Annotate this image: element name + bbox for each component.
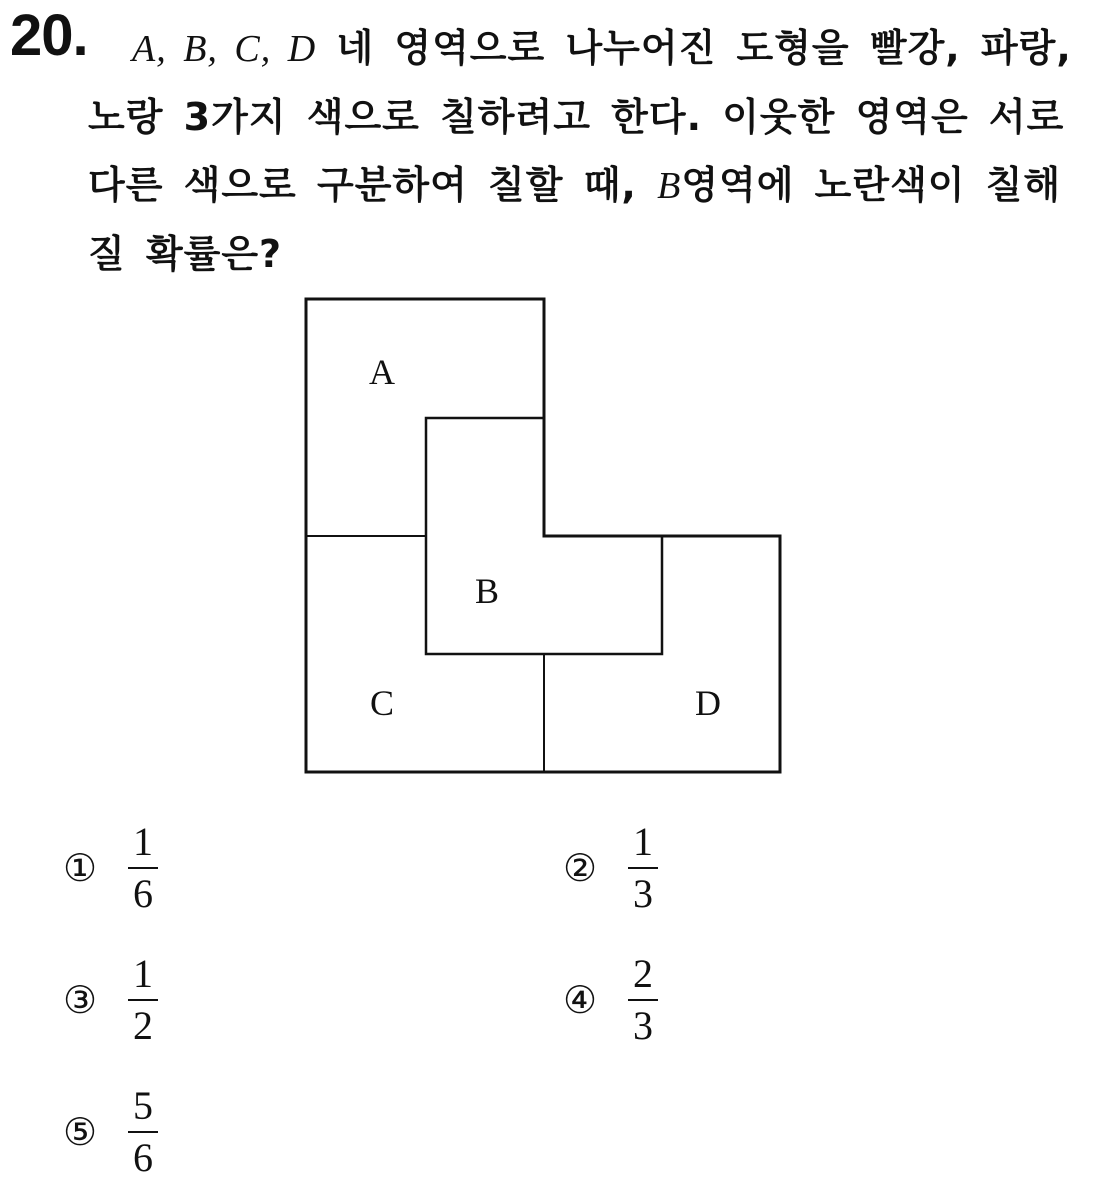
region-variables: A, B, C, D bbox=[132, 28, 317, 70]
choice-5-denominator: 6 bbox=[133, 1135, 153, 1180]
choice-1-mark: ① bbox=[62, 846, 98, 890]
region-label-d: D bbox=[695, 683, 721, 723]
region-b-outline bbox=[426, 418, 662, 654]
choice-4-numerator: 2 bbox=[633, 951, 653, 996]
choice-2[interactable] bbox=[560, 819, 658, 916]
choice-1-numerator: 1 bbox=[133, 819, 153, 864]
choice-1-denominator: 6 bbox=[133, 871, 153, 916]
choice-5[interactable] bbox=[60, 1083, 158, 1180]
question-text-part-1: 네 영역으로 나누어진 도형을 빨강, 파랑, 노랑 3가지 색으로 칠하려고 한다. 이웃한 영역은 서로 다른 색으로 구분하여 칠할 때, bbox=[88, 26, 1072, 207]
region-label-b: B bbox=[474, 571, 500, 611]
choice-3-mark: ③ bbox=[62, 978, 98, 1022]
choice-4[interactable] bbox=[560, 951, 658, 1048]
choice-3-fraction bbox=[128, 951, 158, 1048]
fraction-bar bbox=[128, 999, 158, 1001]
choice-2-fraction bbox=[628, 819, 658, 916]
fraction-bar bbox=[128, 867, 158, 869]
choice-2-denominator: 3 bbox=[633, 871, 653, 916]
choice-2-mark: ② bbox=[562, 846, 598, 890]
choice-3[interactable] bbox=[60, 951, 158, 1048]
choice-2-numerator: 1 bbox=[633, 819, 653, 864]
region-label-a: A bbox=[369, 352, 395, 392]
question-number: 20. bbox=[10, 3, 88, 68]
choice-5-fraction bbox=[128, 1083, 158, 1180]
choice-3-denominator: 2 bbox=[133, 1003, 153, 1048]
choice-5-numerator: 5 bbox=[133, 1083, 153, 1128]
question-text-part-2: 영역에 노란색이 칠해질 확률은? bbox=[88, 163, 1062, 276]
choice-4-mark: ④ bbox=[562, 978, 598, 1022]
choice-1-fraction bbox=[128, 819, 158, 916]
fraction-bar bbox=[128, 1131, 158, 1133]
choice-4-fraction bbox=[628, 951, 658, 1048]
region-label-c: C bbox=[369, 683, 395, 723]
choice-4-denominator: 3 bbox=[633, 1003, 653, 1048]
fraction-bar bbox=[628, 867, 658, 869]
choice-5-mark: ⑤ bbox=[62, 1110, 98, 1154]
choice-1[interactable] bbox=[60, 819, 158, 916]
choice-3-numerator: 1 bbox=[133, 951, 153, 996]
fraction-bar bbox=[628, 999, 658, 1001]
region-b-variable: B bbox=[657, 165, 682, 207]
